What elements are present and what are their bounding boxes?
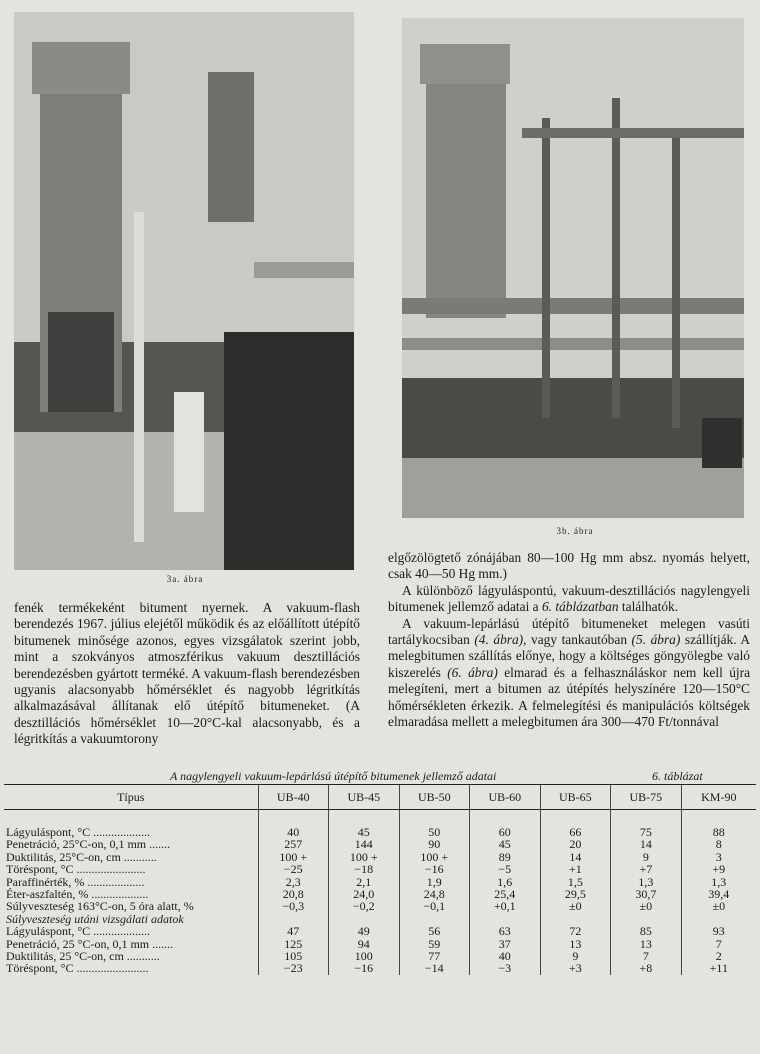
table-cell: 1,6 xyxy=(470,876,541,888)
table-title: A nagylengyeli vakuum-lepárlású útépítő bitumenek jellemző adatai xyxy=(170,769,497,783)
table-cell: +0,1 xyxy=(470,900,541,912)
table-cell: 40 xyxy=(470,950,541,962)
table-cell: 75 xyxy=(611,826,682,838)
table-cell: 30,7 xyxy=(611,888,682,900)
table-cell: 7 xyxy=(611,950,682,962)
table-cell: 9 xyxy=(540,950,611,962)
table-cell: +8 xyxy=(611,962,682,974)
table-cell: 88 xyxy=(681,826,756,838)
left-text-column xyxy=(14,600,360,748)
table-cell: 45 xyxy=(329,826,400,838)
row-label: Paraffinérték, % ................... xyxy=(6,874,145,889)
table-cell: ±0 xyxy=(681,900,756,912)
table-cell: 90 xyxy=(399,838,470,850)
table-header-cell: KM-90 xyxy=(681,785,756,810)
table-cell: 20 xyxy=(540,838,611,850)
table-cell: 13 xyxy=(540,938,611,950)
right-text-column xyxy=(388,550,750,730)
photo-3b xyxy=(402,18,744,518)
table-row xyxy=(4,863,756,875)
table-cell: 93 xyxy=(681,925,756,937)
table-cell: 56 xyxy=(399,925,470,937)
figure-caption-3b: 3b. ábra xyxy=(556,526,594,536)
table-cell: 24,0 xyxy=(329,888,400,900)
table-cell: 77 xyxy=(399,950,470,962)
paragraph: A vakuum-lepárlású útépítő bitumeneket melegen vasúti tartálykocsiban (4. ábra), vagy tankautóban (5. ábra) szállítják. A melegbitumen szállítás előnye, hogy a költséges göngyölegbe való kiszerelés (6. ábra) elmarad és a felhasználáskor nem kell újra melegíteni, mert a bitumen az útépítés helyszínére 120—150°C hőmérsékleten érkezik. A felmelegítési és manipulációs költségek elmaradása mellett a melegbitumen ára 300—470 Ft/tonnával xyxy=(388,615,751,730)
table-cell: +9 xyxy=(681,863,756,875)
table-cell: 49 xyxy=(329,925,400,937)
table-cell: 72 xyxy=(540,925,611,937)
table-cell: 3 xyxy=(681,851,756,863)
table-cell: 9 xyxy=(611,851,682,863)
table-cell: 29,5 xyxy=(540,888,611,900)
table-cell: 89 xyxy=(470,851,541,863)
table-cell: 47 xyxy=(258,925,329,937)
table-header-cell: UB-60 xyxy=(470,785,541,810)
table-cell: −0,2 xyxy=(329,900,400,912)
row-label: Töréspont, °C ....................... xyxy=(6,862,146,877)
row-label: Lágyuláspont, °C ................... xyxy=(6,825,151,839)
row-label: Duktilitás, 25°C-on, cm ........... xyxy=(6,849,157,864)
table-header-cell: UB-65 xyxy=(540,785,611,810)
section-title: Súlyveszteség utáni vizsgálati adatok xyxy=(6,911,184,926)
table-cell: 94 xyxy=(329,938,400,950)
table-cell: 2,3 xyxy=(258,876,329,888)
table-header-cell: UB-50 xyxy=(399,785,470,810)
paragraph: A különböző lágyuláspontú, vakuum-desztillációs nagylengyeli bitumenek jellemző adatai a 6. táblázatban találhatók. xyxy=(388,582,750,615)
table-cell: 100 + xyxy=(329,851,400,863)
table-cell: +3 xyxy=(540,962,611,974)
table-cell: 144 xyxy=(329,838,400,850)
table-cell: 45 xyxy=(470,838,541,850)
table-cell: 39,4 xyxy=(681,888,756,900)
row-label: Lágyuláspont, °C ................... xyxy=(6,924,151,939)
table-cell: ±0 xyxy=(611,900,682,912)
table-cell: 63 xyxy=(470,925,541,937)
table-row xyxy=(4,925,756,937)
table-cell: 14 xyxy=(611,838,682,850)
table-cell: −14 xyxy=(399,962,470,974)
table-cell: −16 xyxy=(329,962,400,974)
table-cell: 2 xyxy=(681,950,756,962)
photo-3a xyxy=(14,12,354,570)
table-cell: −16 xyxy=(399,863,470,875)
table-cell: −3 xyxy=(470,962,541,974)
table-cell: 20,8 xyxy=(258,888,329,900)
table-header-cell: UB-45 xyxy=(329,785,400,810)
table-cell: 14 xyxy=(540,851,611,863)
table-cell: 1,5 xyxy=(540,876,611,888)
table-cell: ±0 xyxy=(540,900,611,912)
table-cell: +1 xyxy=(540,863,611,875)
row-label: Penetráció, 25°C-on, 0,1 mm ....... xyxy=(6,837,171,852)
table-header-type: Típus xyxy=(4,785,258,810)
table-cell: 50 xyxy=(399,826,470,838)
table-cell: 7 xyxy=(681,938,756,950)
table-cell: 1,9 xyxy=(399,876,470,888)
table-cell: 40 xyxy=(258,826,329,838)
table-cell: 125 xyxy=(258,938,329,950)
row-label: Töréspont, °C ........................ xyxy=(6,961,149,976)
table-cell: −0,1 xyxy=(399,900,470,912)
table-cell: −5 xyxy=(470,863,541,875)
table-cell: −18 xyxy=(329,863,400,875)
table-cell: 257 xyxy=(258,838,329,850)
table-cell: 100 + xyxy=(258,851,329,863)
figure-caption-3a: 3a. ábra xyxy=(166,574,204,584)
table-cell: 2,1 xyxy=(329,876,400,888)
table-cell: 25,4 xyxy=(470,888,541,900)
table-cell: +7 xyxy=(611,863,682,875)
table-cell: +11 xyxy=(681,962,756,974)
paragraph: fenék termékeként bitument nyernek. A vakuum-flash berendezés 1967. július elejétől működik és az előállított útépítő bitumenek minősége azonos, egyes vizsgálatok szerint jobb, mint a szokványos atmoszférikus vakuum desztillációs berendezésben gyártott terméké. A vakuum-flash berendezésben ugyanis alacsonyabb hőmérséklet és nagyobb légritkítás alkalmazásával állítanak elő útépítő bitumeneket. (A desztillációs hőmérséklet 10—20°C-kal alacsonyabb, és a légritkítás a vakuumtorony xyxy=(14,600,360,747)
table-cell: 85 xyxy=(611,925,682,937)
table-cell: 1,3 xyxy=(611,876,682,888)
table-cell: 24,8 xyxy=(399,888,470,900)
table-cell: 60 xyxy=(470,826,541,838)
table-cell: −25 xyxy=(258,863,329,875)
table-cell: −23 xyxy=(258,962,329,974)
table-row xyxy=(4,900,756,912)
table-cell: 66 xyxy=(540,826,611,838)
bitumen-data-table xyxy=(4,784,756,975)
paragraph: elgőzölögtető zónájában 80—100 Hg mm absz. nyomás helyett, csak 40—50 Hg mm.) xyxy=(388,550,750,582)
table-header-cell: UB-75 xyxy=(611,785,682,810)
table-cell: 13 xyxy=(611,938,682,950)
table-cell: 37 xyxy=(470,938,541,950)
row-label: Penetráció, 25 °C-on, 0,1 mm ....... xyxy=(6,936,174,951)
table-cell: 59 xyxy=(399,938,470,950)
table-cell: 1,3 xyxy=(681,876,756,888)
table-number: 6. táblázat xyxy=(652,769,703,783)
table-row xyxy=(4,838,756,850)
row-label: Súlyveszteség 163°C-on, 5 óra alatt, % xyxy=(6,899,194,914)
table-cell: 100 xyxy=(329,950,400,962)
row-label: Éter-aszfaltén, % ................... xyxy=(6,887,149,902)
table-header-cell: UB-40 xyxy=(258,785,329,810)
table-row xyxy=(4,962,756,974)
table-cell: 8 xyxy=(681,838,756,850)
row-label: Duktilitás, 25 °C-on, cm ........... xyxy=(6,949,160,964)
table-cell: 100 + xyxy=(399,851,470,863)
table-cell: 105 xyxy=(258,950,329,962)
table-cell: −0,3 xyxy=(258,900,329,912)
